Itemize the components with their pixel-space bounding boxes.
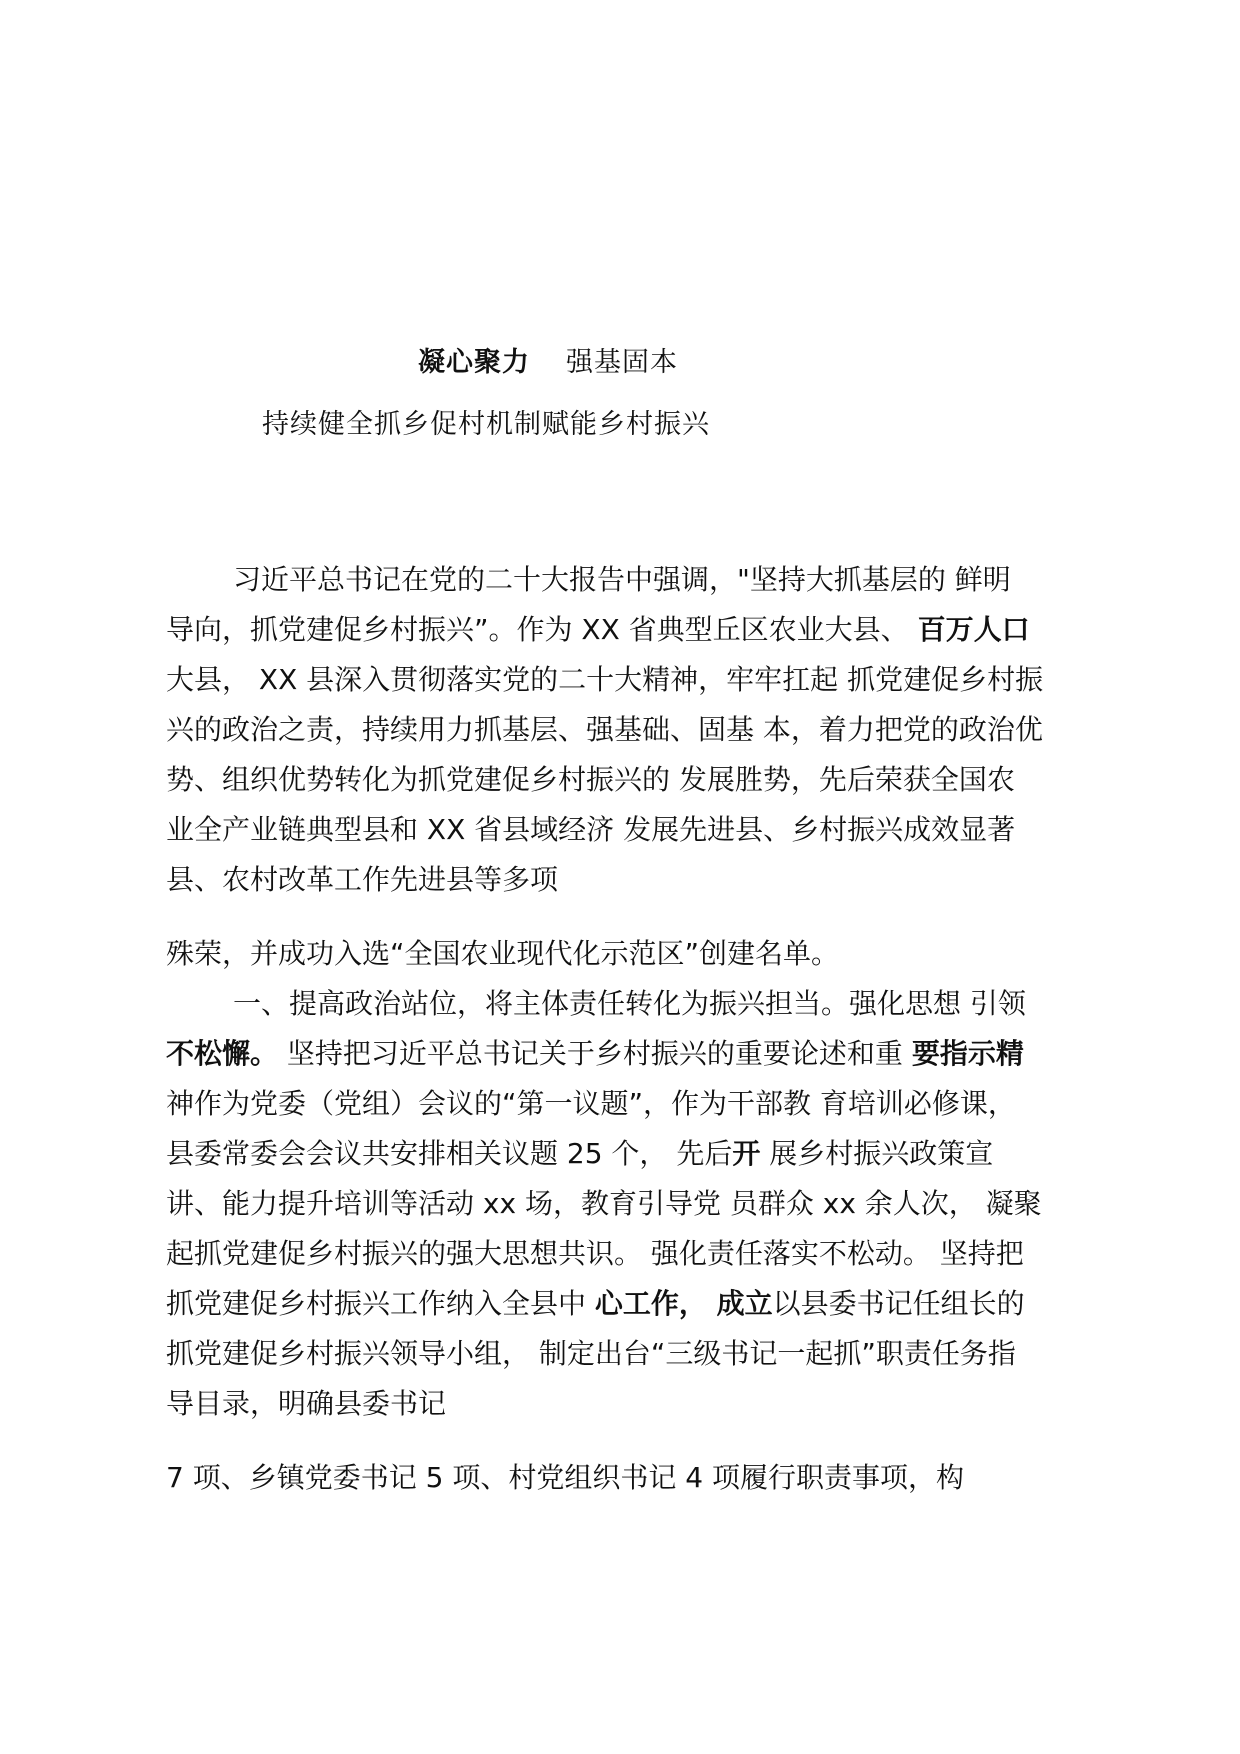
text-line: 县、农村改革工作先进县等多项 <box>166 863 559 896</box>
paragraph-section-1 <box>166 979 1106 1429</box>
text-line: 导目录，明确县委书记 <box>166 1387 447 1420</box>
text-line: 大县， XX 县深入贯彻落实党的二十大精神，牢牢扛起 抓党建促乡村振 <box>166 663 1044 696</box>
document-subtitle: 持续健全抓乡促村机制赋能乡村振兴 <box>262 409 710 440</box>
text-line: 殊荣，并成功入选“全国农业现代化示范区”创建名单。 <box>166 937 840 970</box>
text-line: 起抓党建促乡村振兴的强大思想共识。 强化责任落实不松动。 坚持把 <box>166 1237 1024 1270</box>
text-line: 兴的政治之责，持续用力抓基层、强基础、固基 本，着力把党的政治优 <box>166 713 1043 746</box>
text-line: 讲、能力提升培训等活动 xx 场，教育引导党 员群众 xx 余人次， 凝聚 <box>166 1187 1042 1220</box>
document-title <box>418 340 678 379</box>
document-body <box>166 555 1106 1503</box>
title-part-1: 凝心聚力 <box>418 347 530 378</box>
text-line: 势、组织优势转化为抓党建促乡村振兴的 发展胜势，先后荣获全国农 <box>166 763 1015 796</box>
text-line: 不松懈。 坚持把习近平总书记关于乡村振兴的重要论述和重 要指示精 <box>166 1037 1024 1070</box>
text-line: 习近平总书记在党的二十大报告中强调，"坚持大抓基层的 鲜明 <box>233 563 1011 596</box>
section-heading-line: 一、提高政治站位，将主体责任转化为振兴担当。强化思想 引领 <box>233 987 1026 1020</box>
text-line: 7 项、乡镇党委书记 5 项、村党组织书记 4 项履行职责事项，构 <box>166 1461 964 1494</box>
text-line: 抓党建促乡村振兴工作纳入全县中 心工作， 成立以县委书记任组长的 <box>166 1287 1025 1320</box>
text-line: 抓党建促乡村振兴领导小组， 制定出台“三级书记一起抓”职责任务指 <box>166 1337 1016 1370</box>
text-line: 导向，抓党建促乡村振兴”。作为 XX 省典型丘区农业大县、 百万人口 <box>166 613 1030 646</box>
text-line: 神作为党委（党组）会议的“第一议题”，作为干部教 育培训必修课， <box>166 1087 1016 1120</box>
paragraph-continuation <box>166 929 1106 979</box>
title-part-2: 强基固本 <box>566 347 678 378</box>
text-line: 业全产业链典型县和 XX 省县域经济 发展先进县、乡村振兴成效显著 <box>166 813 1016 846</box>
paragraph-continuation-2 <box>166 1453 1106 1503</box>
paragraph-intro <box>166 555 1106 905</box>
text-line: 县委常委会会议共安排相关议题 25 个， 先后开 展乡村振兴政策宣 <box>166 1137 994 1170</box>
